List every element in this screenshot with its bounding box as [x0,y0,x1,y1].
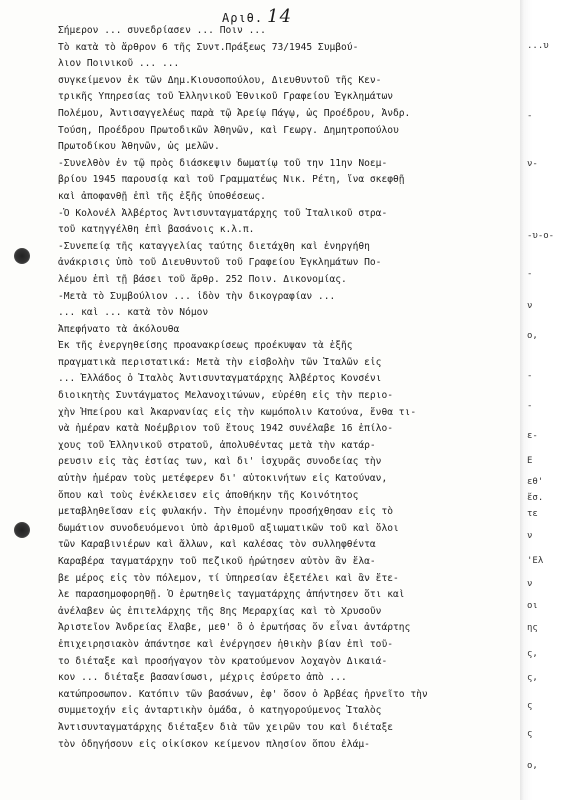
number-value: 14 [267,6,293,27]
margin-fragment: ς [527,729,533,739]
text-line: χὴν Ἠπείρου καὶ Ἀκαρνανίας εἰς τὴν κωμόπολιν Κατούνα, ἔνθα τι- [58,406,417,418]
margin-fragment: ν [527,531,533,541]
text-line: λιον Ποινικοῦ ... ... [58,58,180,70]
text-line: συγκείμενον ἐκ τῶν Δημ.Κιουσοπούλου, Διευθυντοῦ τῆς Κεν- [58,74,382,86]
text-line: Σήμερον ... συνεδρίασεν ... Ποιν ... [58,25,266,36]
text-line: ρευσιν εἰς τὰς ἑστίας των, καὶ δι' ἰσχυρᾶς συνοδείας τὴν [58,456,382,468]
text-line: Τὸ κατὰ τὸ ἄρθρον 6 τῆς Συντ.Πράξεως 73/1945 Συμβού- [58,41,359,53]
text-line: πραγματικὰ περιστατικά: Μετὰ τὴν εἰσβολὴν τῶν Ἰταλῶν εἰς [58,356,382,368]
margin-fragment: - [527,111,533,121]
text-line: ἀνέλαβεν ὡς ἐπιτελάρχης τῆς 8ης Μεραρχίας καὶ τὸ Χρυσοῦν [58,605,382,617]
text-line: βρίου 1945 παρουσίᾳ καὶ τοῦ Γραμματέως Νικ. Ρέτη, ἵνα σκεφθῇ [58,174,405,186]
margin-fragment: ἔσ. [527,493,544,503]
text-line: Πρωτοδίκου Ἀθηνῶν, ὡς μελῶν. [58,141,220,153]
text-line: ἐπιχειρησιακὸν ἀπάντησε καὶ ἐνέργησεν ἠθικὴν βίαν ἐπὶ τοῦ- [58,638,394,650]
margin-fragment: ης [527,623,538,633]
margin-fragment: - [527,371,533,381]
margin-fragment: ο, [527,761,538,771]
text-line: δωμάτιον συνοδευόμενοι ὑπὸ ἀριθμοῦ αξιωματικῶν τοῦ καὶ ὅλοι [58,522,399,534]
margin-fragment: - [527,401,533,411]
margin-fragment: ς, [527,649,538,659]
text-line: διοικητὴς Συντάγματος Μελανοχιτώνων, εὑρέθη εἰς τὴν περιο- [58,390,394,402]
text-line: αὐτὴν ἡμέραν τοὺς μετέφερεν δι' αὐτοκινήτων εἰς Κατούναν, [58,473,388,485]
margin-fragment: εθ' [527,477,544,487]
text-line: νὰ ἡμέραν κατὰ Νοέμβριον τοῦ ἔτους 1942 συνέλαβε 16 ἐπίλο- [58,423,394,435]
text-line: Ἀπεφήνατο τὰ ἀκόλουθα [58,323,180,335]
text-line: ... Ἑλλάδος ὁ Ἰταλὸς Ἀντισυνταγματάρχης Ἀλβέρτος Κονσένι [58,373,382,385]
text-line: τρικῆς Υπηρεσίας τοῦ Ἑλληνικοῦ Ἐθνικοῦ Γραφείου Ἐγκλημάτων [58,91,394,103]
margin-fragment: οι [527,601,538,611]
document-body [58,23,516,753]
text-line: τοῦ κατηγγέλθη ἐπὶ βασάνοις κ.λ.π. [58,224,255,236]
margin-fragment: τε [527,509,538,519]
text-line: συμμετοχήν εἰς ἀνταρτικὴν ὁμάδα, ὁ κατηγορούμενος Ἰταλὸς [58,705,382,717]
margin-fragment: ο, [527,331,538,341]
text-line: λε παρασημοφορηθῇ. Ὁ ἐρωτηθεὶς ταγματάρχης ἀπήντησεν ὅτι καὶ [58,589,405,601]
text-line: λέμου ἐπὶ τῇ βάσει τοῦ ἄρθρ. 252 Ποιν. Δικονομίας. [58,273,347,285]
margin-fragment: ε- [527,431,538,441]
text-line: Ἐκ τῆς ἐνεργηθείσης προανακρίσεως προέκυψαν τὰ ἑξῆς [58,340,353,352]
text-line: Τούση, Προέδρου Πρωτοδικῶν Ἀθηνῶν, καὶ Γεωργ. Δημητροπούλου [58,124,399,136]
text-line: -Μετὰ τὸ Συμβούλιον ... ἰδὸν τὴν δικογραφίαν ... [58,290,336,302]
text-line: καὶ ἀποφανθῇ ἐπὶ τῆς ἑξῆς ὑποθέσεως. [58,190,266,202]
margin-fragment: 'Ελ [527,556,544,566]
text-line: -Συνελθὸν ἐν τῷ πρὸς διάσκεψιν δωματίῳ τοῦ την 11ην Νοεμ- [58,157,388,169]
margin-fragment: ν [527,301,533,311]
text-line: κον ... διέταξε βασανίσωσι, μέχρις ἐσύρετο ἀπὸ ... [58,672,347,684]
text-line: ὅπου καὶ τοὺς ἐνέκλεισεν εἰς ἀποθήκην τῆς Κοινότητος [58,489,359,501]
margin-fragment: -υ-ο- [527,231,555,241]
margin-fragment: ν [527,579,533,589]
text-line: Καραβέρα ταγματάρχην τοῦ πεζικοῦ ἠρώτησεν αὐτὸν ἂν ἔλα- [58,556,376,567]
text-line: Πολέμου, Ἀντισαγγελέως παρὰ τῷ Ἀρείῳ Πάγῳ, ὡς Προέδρου, Ἀνδρ. [58,107,411,119]
text-line: μεταβληθεῖσαν εἰς φυλακήν. Τὴν ἑπομένην προσήχθησαν εἰς τὸ [58,506,394,518]
margin-fragment: ς [527,701,533,711]
text-line: κατώπροσωπον. Κατόπιν τῶν βασάνων, ἐφ' ὅσον ὁ Ἀρβέας ἠρνεῖτο τὴν [58,688,428,700]
margin-fragment: ν- [527,159,538,169]
margin-fragment: Ε [527,456,533,466]
text-line: -Συνεπείᾳ τῆς καταγγελίας ταύτης διετάχθη καὶ ἐνηργήθη [58,240,370,252]
text-line: Ἀριστεῖον Ἀνδρείας ἔλαβε, μεθ' ὃ ὁ ἐρωτήσας ὅν εἶναι ἀντάρτης [58,622,411,634]
text-line: χους τοῦ Ἑλληνικοῦ στρατοῦ, ἀπολυθέντας μετὰ τὴν κατάρ- [58,439,376,451]
margin-fragment: - [527,269,533,279]
text-line: ... καὶ ... κατὰ τὸν Νόμον [58,307,209,319]
punch-hole [14,522,30,538]
number-label: Αριθ. [222,11,264,25]
punch-hole [14,248,30,264]
text-line: τὸν ὁδηγήσουν εἰς οἰκίσκον κείμενον πλησίον ὅπου ἐλάμ- [58,738,370,750]
text-line: τῶν Καραβινιέρων καὶ ἄλλων, καὶ καλέσας τὸν συλληφθέντα [58,539,376,551]
text-line: το διέταξε καὶ προσήγαγον τὸν κρατούμενον λοχαγὸν Δικαιά- [58,655,388,667]
margin-fragment: ...υ [527,41,549,51]
text-line: Ἀντισυνταγματάρχης διέταξεν διὰ τῶν χειρῶν του καὶ διέταξε [58,721,394,733]
text-line: ἀνάκρισις ὑπὸ τοῦ Διευθυντοῦ τοῦ Γραφείου Ἐγκλημάτων Πο- [58,257,382,269]
text-line: -Ὁ Κολονέλ Ἀλβέρτος Ἀντισυνταγματάρχης τοῦ Ἰταλικοῦ στρα- [58,207,388,219]
text-line: βε μέρος εἰς τὸν πόλεμον, τί ὑπηρεσίαν ἐξετέλει καὶ ἂν ἔτε- [58,572,399,584]
margin-fragment: ς, [527,673,538,683]
